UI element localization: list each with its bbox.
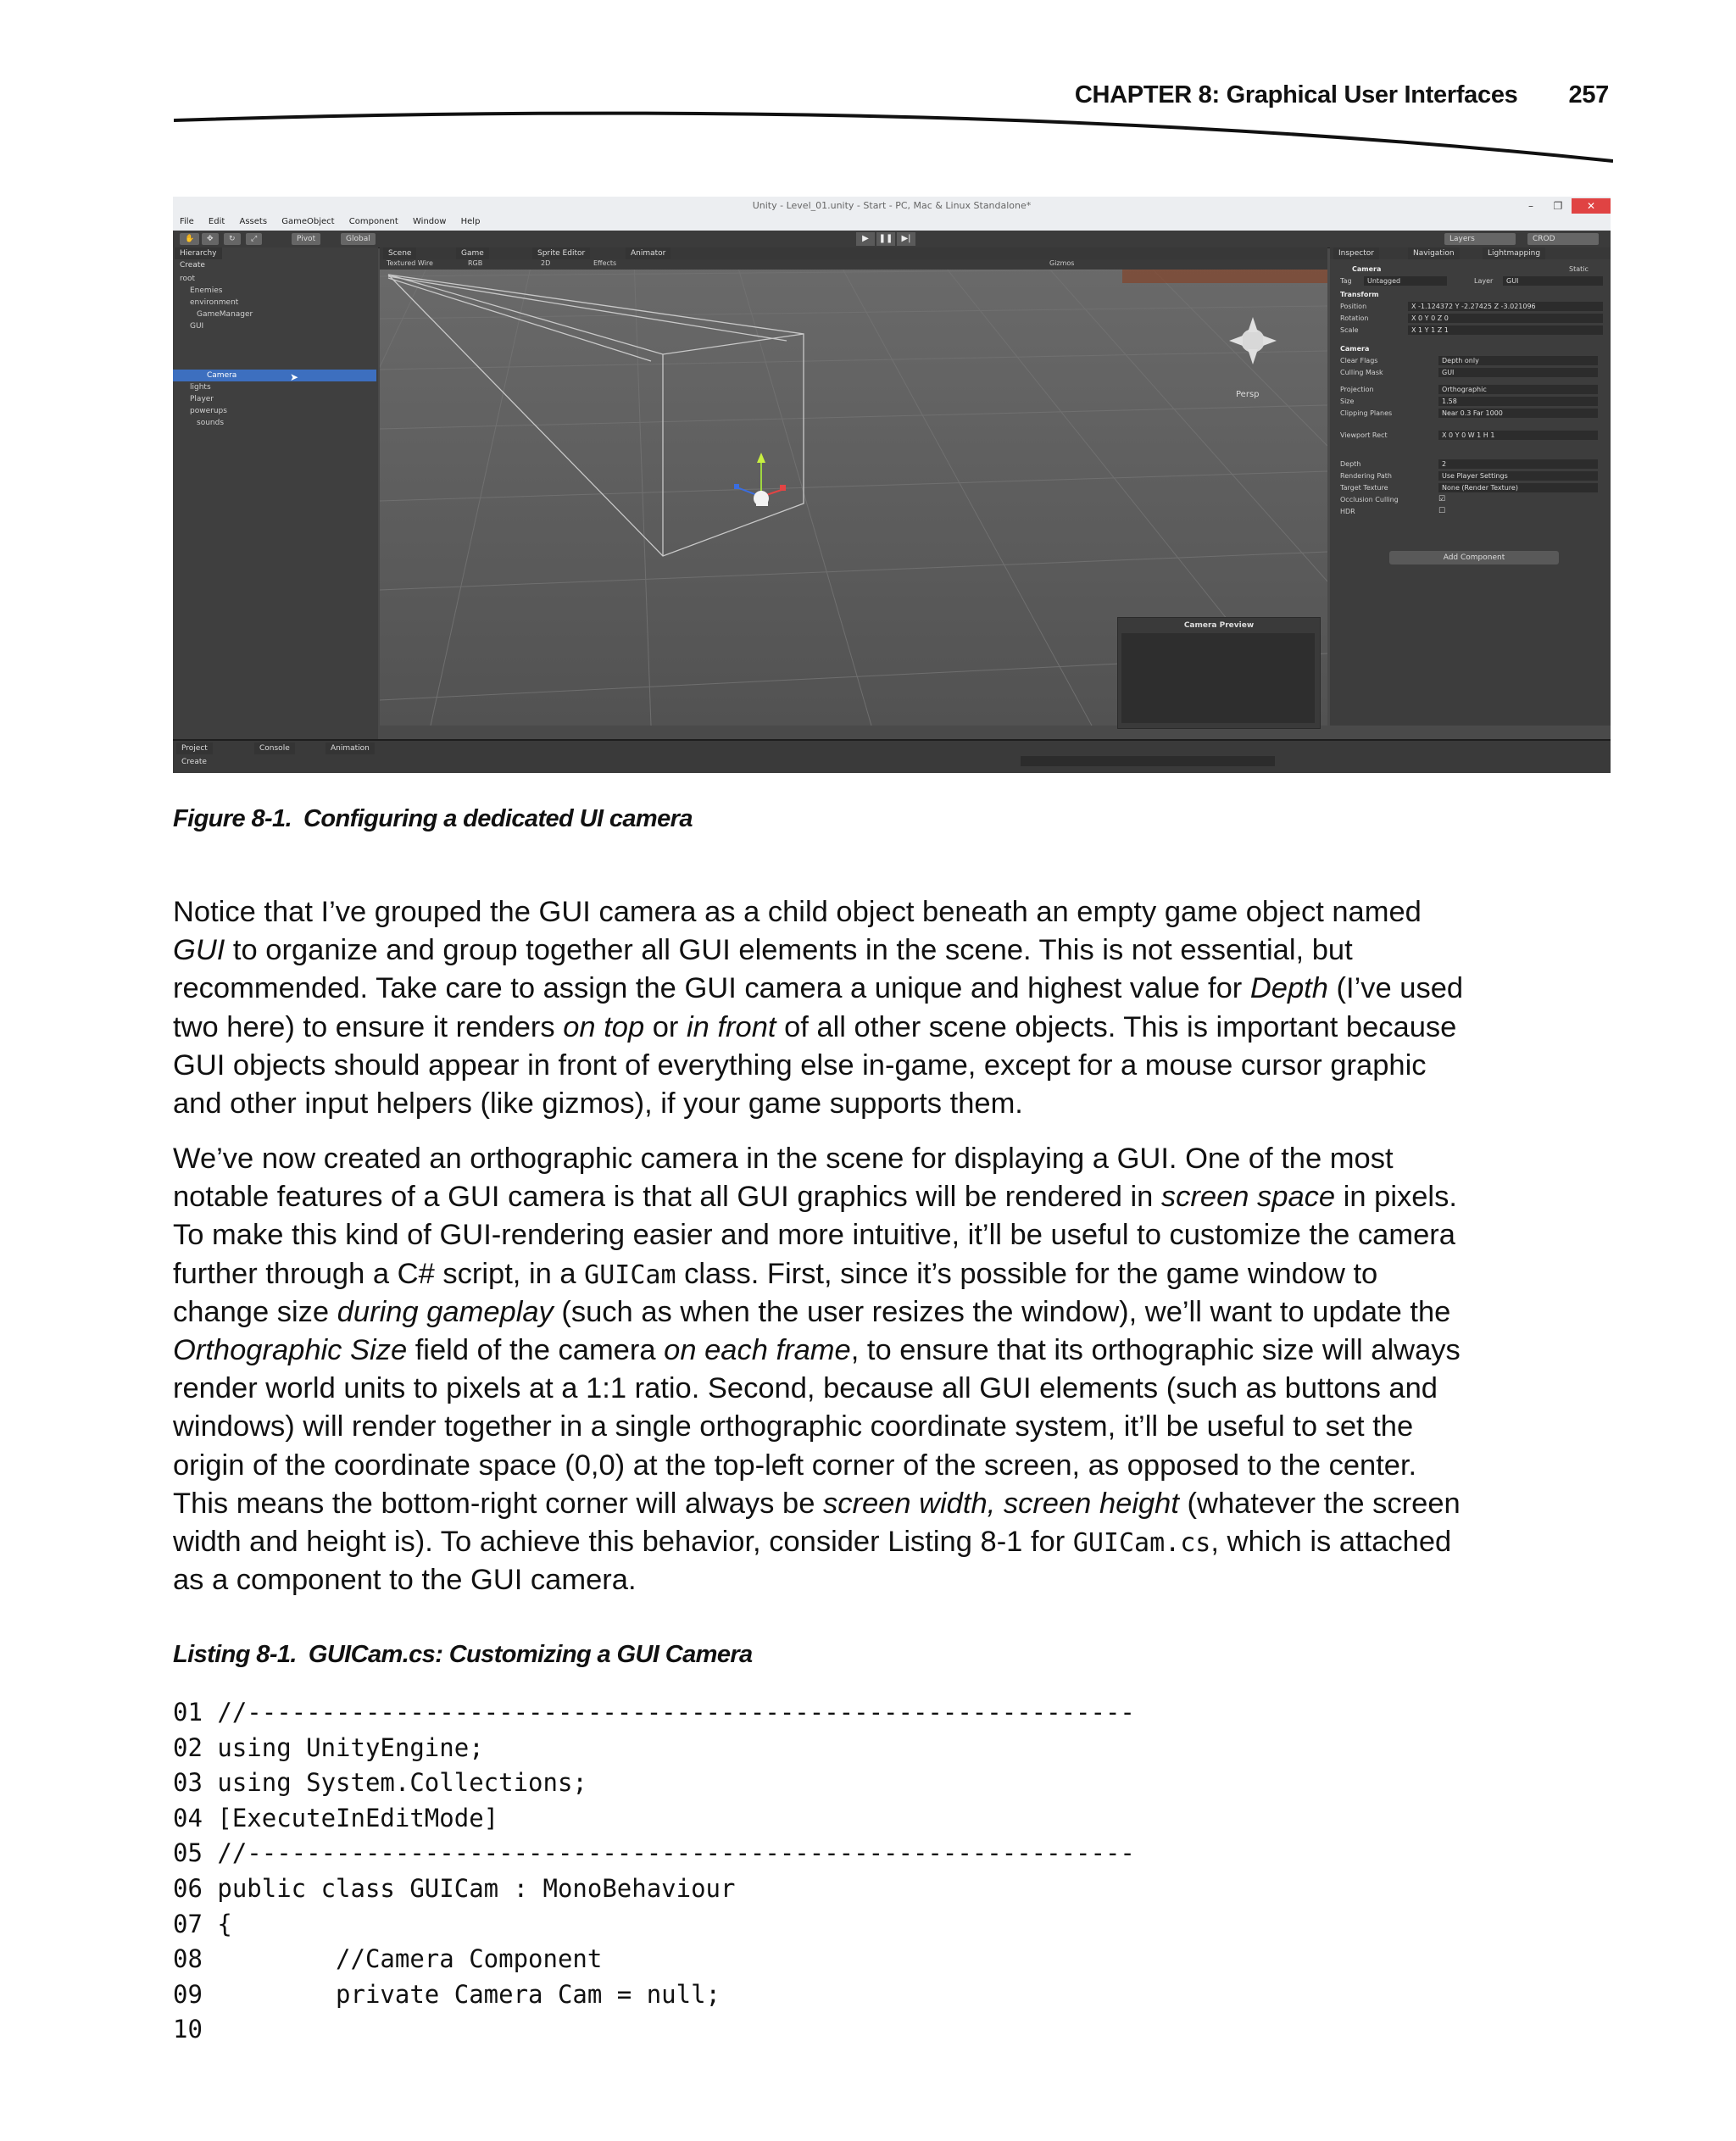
target-texture-field[interactable]: None (Render Texture) [1438,483,1598,492]
tab-hierarchy[interactable]: Hierarchy [175,247,222,259]
hierarchy-selection [173,370,376,381]
depth-field[interactable]: 2 [1438,459,1598,469]
code-line: 10 [173,2015,203,2044]
hierarchy-item-gui[interactable]: GUI [190,322,204,331]
gizmos-dropdown[interactable]: Gizmos [1049,259,1075,267]
window-titlebar [173,197,1611,217]
clipping-planes-field[interactable]: Near 0.3 Far 1000 [1438,409,1598,418]
body-paragraph-1 [173,893,1614,1123]
depth-label: Depth [1340,460,1361,468]
clear-flags-label: Clear Flags [1340,357,1378,364]
emphasis: in front [687,1010,776,1043]
emphasis: screen space [1160,1181,1336,1214]
culling-mask-dropdown[interactable]: GUI [1438,368,1598,377]
scale-label: Scale [1340,326,1359,334]
persp-label: Persp [1236,390,1260,399]
target-texture-label: Target Texture [1340,484,1388,492]
text-line: Notice that I’ve grouped the GUI camera as a child object beneath an empty game object named [173,896,1422,928]
tab-lightmapping[interactable]: Lightmapping [1483,247,1545,259]
close-icon[interactable]: ✕ [1572,198,1611,214]
inline-code: GUICam [584,1260,676,1290]
code-line: 06 public class GUICam : MonoBehaviour [173,1873,736,1903]
step-icon[interactable]: ▶| [897,232,915,246]
text-line: We’ve now created an orthographic camera in the scene for displaying a GUI. One of the most [173,1143,1394,1175]
code-line: 03 using System.Collections; [173,1768,587,1798]
listing-caption-text: GUICam.cs: Customizing a GUI Camera [308,1641,753,1668]
rendering-path-label: Rendering Path [1340,472,1392,480]
draw-mode-dropdown[interactable]: Textured Wire [387,259,433,267]
layers-dropdown[interactable]: Layers [1444,233,1516,245]
hand-tool-icon[interactable]: ✋ [180,233,199,245]
hierarchy-item-environment[interactable]: environment [190,298,239,307]
clipping-planes-label: Clipping Planes [1340,409,1393,417]
hierarchy-item-lights[interactable]: lights [190,383,211,392]
add-component-button[interactable]: Add Component [1389,551,1559,564]
layer-label: Layer [1474,277,1494,285]
tab-scene[interactable]: Scene [383,247,416,259]
listing-caption [173,1641,753,1669]
inspector-tabbar [1330,247,1611,259]
text-line: further through a C# script, in a GUICam class. First, since it’s possible for the game window to [173,1257,1378,1290]
hierarchy-item-gamemanager[interactable]: GameManager [197,310,253,319]
figure-caption [173,805,693,833]
figure-number: Figure 8-1. [173,805,292,832]
text-line: To make this kind of GUI-rendering easier and more intuitive, it’ll be useful to customize the camera [173,1219,1455,1252]
tab-console[interactable]: Console [254,742,295,754]
code-line: 05 //------------------------------------------------------------ [173,1838,1135,1868]
hdr-checkbox[interactable]: ☐ [1438,507,1446,515]
text-line: notable features of a GUI camera is that all GUI graphics will be rendered in screen space in pixels. [173,1181,1457,1214]
emphasis: during gameplay [337,1295,554,1328]
hierarchy-item-root[interactable]: root [180,275,196,283]
scene-tabbar [380,247,1327,259]
main-toolbar [173,231,1611,248]
hierarchy-create-button[interactable]: Create [175,259,210,271]
text-line: This means the bottom-right corner will always be screen width, screen height (whatever the screen [173,1487,1461,1520]
menu-assets[interactable]: Assets [239,217,268,226]
menu-help[interactable]: Help [460,217,481,226]
menu-gameobject[interactable]: GameObject [281,217,335,226]
minimize-icon[interactable]: – [1528,200,1533,212]
text-line: width and height is). To achieve this behavior, consider Listing 8-1 for GUICam.cs, which is attached [173,1525,1452,1558]
code-line: 02 using UnityEngine; [173,1732,484,1762]
code-listing [173,1695,1135,2048]
running-header [1075,81,1609,109]
inline-code: GUICam.cs [1072,1527,1211,1558]
hierarchy-item-player[interactable]: Player [190,395,214,403]
header-rule [174,108,1613,176]
text-line: recommended. Take care to assign the GUI camera a unique and highest value for Depth (I’ve used [173,972,1464,1005]
tab-animation[interactable]: Animation [326,742,375,754]
emphasis: on each frame [664,1333,851,1366]
chapter-title: CHAPTER 8: Graphical User Interfaces [1074,81,1518,108]
occlusion-checkbox[interactable]: ☑ [1438,495,1446,503]
inspector-panel [1330,259,1611,726]
projection-dropdown[interactable]: Orthographic [1438,385,1598,394]
layer-dropdown[interactable]: GUI [1503,276,1603,286]
rendering-path-dropdown[interactable]: Use Player Settings [1438,471,1598,481]
transform-header[interactable]: Transform [1340,291,1379,298]
menu-window[interactable]: Window [413,217,447,226]
text-line: origin of the coordinate space (0,0) at the top-left corner of the screen, as opposed to the center. [173,1449,1417,1482]
play-icon[interactable]: ▶ [856,232,875,246]
2d-toggle[interactable]: 2D [541,259,551,267]
culling-mask-label: Culling Mask [1340,369,1383,376]
unity-editor-screenshot [173,197,1611,773]
tab-animator[interactable]: Animator [626,247,670,259]
listing-number: Listing 8-1. [173,1641,297,1668]
hierarchy-item-sounds[interactable]: sounds [197,419,225,427]
clear-flags-dropdown[interactable]: Depth only [1438,356,1598,365]
effects-dropdown[interactable]: Effects [593,259,617,267]
rgb-dropdown[interactable]: RGB [468,259,483,267]
scale-field[interactable]: X 1 Y 1 Z 1 [1408,325,1603,335]
code-line: 04 [ExecuteInEditMode] [173,1803,499,1832]
code-line: 08 //Camera Component [173,1944,603,1974]
text-line: Orthographic Size field of the camera on each frame, to ensure that its orthographic size will always [173,1333,1461,1366]
size-field[interactable]: 1.58 [1438,397,1598,406]
text-line: windows) will render together in a single orthographic coordinate system, it’ll be useful to set the [173,1410,1414,1443]
tab-project[interactable]: Project [176,742,213,754]
tag-dropdown[interactable]: Untagged [1364,276,1447,286]
scene-toolbar [380,259,1327,270]
text-line: GUI objects should appear in front of everything else in-game, except for a mouse cursor graphic [173,1048,1427,1082]
restore-icon[interactable]: ❐ [1553,200,1563,212]
emphasis: on top [563,1010,645,1043]
move-tool-icon[interactable]: ✥ [202,233,219,245]
window-title: Unity - Level_01.unity - Start - PC, Mac & Linux Standalone* [752,200,1032,211]
camera-preview-view [1121,633,1315,723]
hierarchy-item-camera[interactable]: Camera [207,371,237,380]
tab-game[interactable]: Game [456,247,489,259]
hierarchy-panel [173,247,378,739]
text-line: render world units to pixels at a 1:1 ratio. Second, because all GUI elements (such as buttons and [173,1372,1438,1405]
camera-preview [1117,617,1321,729]
hierarchy-item-enemies[interactable]: Enemies [190,286,223,295]
layout-dropdown[interactable]: CROD [1527,233,1599,245]
menu-file[interactable]: File [180,217,194,226]
figure-caption-text: Configuring a dedicated UI camera [303,805,693,832]
menu-component[interactable]: Component [348,217,398,226]
global-button[interactable]: Global [341,233,376,245]
project-panel [173,739,1611,773]
pivot-button[interactable]: Pivot [292,233,320,245]
emphasis: GUI [173,934,225,967]
rotate-tool-icon[interactable]: ↻ [224,233,241,245]
camera-preview-title: Camera Preview [1183,621,1255,630]
hierarchy-item-powerups[interactable]: powerups [190,407,227,415]
position-label: Position [1340,303,1367,310]
emphasis: Depth [1249,972,1328,1005]
code-line: 09 private Camera Cam = null; [173,1979,721,2009]
camera-component-header[interactable]: Camera [1340,345,1370,353]
projection-label: Projection [1340,386,1374,393]
text-line: and other input helpers (like gizmos), if your game supports them. [173,1087,1023,1120]
body-paragraph-2 [173,1140,1614,1599]
text-line: two here) to ensure it renders on top or in front of all other scene objects. This is important because [173,1010,1457,1043]
text-line: change size during gameplay (such as when the user resizes the window), we’ll want to update the [173,1295,1451,1328]
viewport-rect-field[interactable]: X 0 Y 0 W 1 H 1 [1438,431,1598,440]
static-toggle[interactable]: Static [1569,265,1589,273]
hdr-label: HDR [1340,508,1355,515]
tag-label: Tag [1340,277,1352,285]
project-create-button[interactable]: Create [176,756,212,768]
code-line: 01 //------------------------------------------------------------ [173,1698,1135,1727]
pause-icon[interactable]: ❚❚ [876,232,895,246]
size-label: Size [1340,398,1355,405]
position-field[interactable]: X -1.124372 Y -2.27425 Z -3.021096 [1408,302,1603,311]
occlusion-culling-label: Occlusion Culling [1340,496,1399,503]
rotation-field[interactable]: X 0 Y 0 Z 0 [1408,314,1603,323]
rotation-label: Rotation [1340,314,1369,322]
scale-tool-icon[interactable]: ⤢ [246,233,262,245]
tab-navigation[interactable]: Navigation [1408,247,1460,259]
tab-sprite-editor[interactable]: Sprite Editor [532,247,590,259]
text-line: GUI to organize and group together all GUI elements in the scene. This is not essential, but [173,934,1353,967]
page-number: 257 [1568,81,1609,108]
project-search-input[interactable] [1021,756,1275,766]
text-line: as a component to the GUI camera. [173,1564,637,1597]
tab-inspector[interactable]: Inspector [1333,247,1379,259]
emphasis: screen width, screen height [822,1487,1179,1520]
object-name-field[interactable]: Camera [1352,265,1382,273]
code-line: 07 { [173,1909,232,1938]
menu-edit[interactable]: Edit [208,217,225,226]
menu-bar [173,217,1611,231]
mouse-cursor-icon: ➤ [290,371,299,383]
emphasis: Orthographic Size [173,1333,408,1366]
viewport-rect-label: Viewport Rect [1340,431,1388,439]
